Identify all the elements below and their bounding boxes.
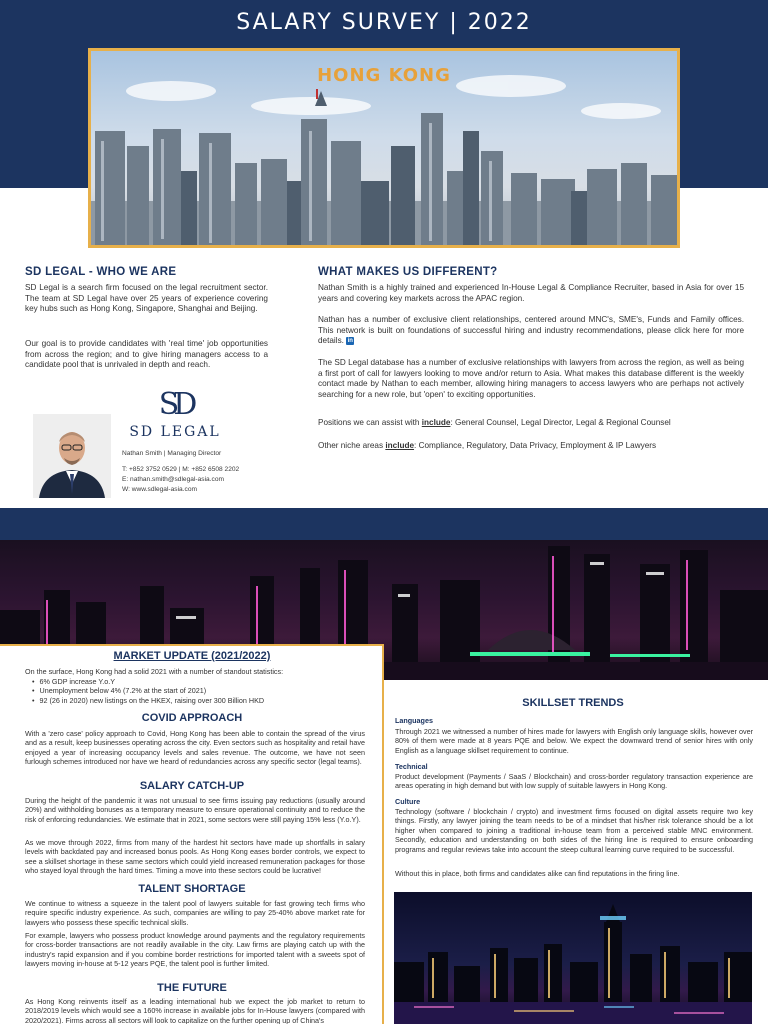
contact-email[interactable]: E: nathan.smith@sdlegal-asia.com xyxy=(122,476,224,483)
positions-include: include xyxy=(421,418,451,427)
market-stats-list xyxy=(40,677,264,705)
linkedin-icon[interactable]: in xyxy=(347,338,353,345)
covid-approach-heading: COVID APPROACH xyxy=(141,712,243,724)
market-update-heading-text: MARKET UPDATE (2021/2022) xyxy=(113,650,271,662)
niche-include: include xyxy=(385,441,415,450)
positions-line xyxy=(318,418,744,429)
survey-title: SALARY SURVEY | 2022 xyxy=(236,10,532,35)
the-future-text: As Hong Kong reinvents itself as a leading international hub we expect the job market to return to 2018/2019 levels which would see a 160% increase in available jobs for In-House lawyers (compared with 2020/2021). Firms across all sectors will look to capitalize on the further opening up of China's xyxy=(25,997,365,1024)
niche-prefix: Other niche areas xyxy=(318,441,386,450)
technical-text: Product development (Payments / SaaS / Blockchain) and cross-border regulatory transaction experience are areas operating in high demand but with low supply of suitable lawyers in Hong Kong. xyxy=(395,772,753,791)
talent-shortage-text-1: We continue to witness a squeeze in the talent pool of lawyers suitable for fast growing tech firms who require specific industry experience. As such, companies are willing to pay 25-40% above market rate for lawyers who possess these specific technical skills. xyxy=(25,899,365,927)
page-divider-band xyxy=(0,508,768,540)
culture-subheading: Culture xyxy=(395,797,421,806)
logo-wordmark: SD LEGAL xyxy=(129,424,221,440)
market-stat-item: • Unemployment below 4% (7.2% at the start of 2021) xyxy=(40,686,264,695)
sd-legal-logo xyxy=(125,387,225,440)
positions-list: : General Counsel, Legal Director, Legal & Regional Counsel xyxy=(450,418,671,427)
talent-shortage-heading: TALENT SHORTAGE xyxy=(138,883,246,895)
languages-text: Through 2021 we witnessed a number of hires made for lawyers with English only language skills, however over 80% of them were made at 8 years PQE and below. We expect the downward trend of senior hires with only English as a language skillset requirement to continue. xyxy=(395,727,753,755)
salary-catch-up-text-2: As we move through 2022, firms from many of the hardest hit sectors have made up shortfalls in salary levels with backdated pay and increased bonus pools. As Hong Kong eases border controls, we expect to see a skillset shortage in these same sectors which could yield increased remuneration packages for those who stayed loyal through the hard times. Timing a move into these sectors could be lucrative! xyxy=(25,838,365,876)
skillset-closing-text: Without this in place, both firms and candidates alike can find reputations in the firing line. xyxy=(395,869,680,878)
market-stat-item: • 6% GDP increase Y.o.Y xyxy=(40,677,264,686)
logo-monogram: SD xyxy=(158,387,192,422)
contact-website[interactable]: W: www.sdlegal-asia.com xyxy=(122,486,197,493)
who-we-are-paragraph-1: SD Legal is a search firm focused on the legal recruitment sector. The team at SD Legal have over 25 years of experience covering key hubs such as Hong Kong, Singapore, Shanghai and Beijing. xyxy=(25,283,268,314)
niche-areas-line xyxy=(318,441,744,452)
different-paragraph-2 xyxy=(318,315,744,347)
the-future-heading: THE FUTURE xyxy=(157,982,227,994)
who-we-are-heading: SD LEGAL - WHO WE ARE xyxy=(25,266,177,278)
what-makes-us-different-heading: WHAT MAKES US DIFFERENT? xyxy=(318,266,498,278)
person-avatar-icon xyxy=(33,414,111,498)
different-paragraph-3: The SD Legal database has a number of exclusive relationships with lawyers from across the region, as well as being a first port of call for lawyers looking to move and/or return to Asia. What makes this database different is the weekly contact made by Nathan to each member, allowing hiring managers to access lawyers who are perhaps not actively searching for a new role, but 'open' to exciting opportunities. xyxy=(318,358,744,399)
harbour-night-image xyxy=(394,892,752,1024)
different-paragraph-1: Nathan Smith is a highly trained and experienced In-House Legal & Compliance Recruiter, based in Asia for over 15 years and covering key markets across the APAC region. xyxy=(318,283,744,303)
contact-name: Nathan Smith | Managing Director xyxy=(122,450,222,457)
languages-subheading: Languages xyxy=(395,716,433,725)
salary-catch-up-text-1: During the height of the pandemic it was not unusual to see firms issuing pay reductions (usually around 20%) and withholding bonuses as a temporary measure to ensure operational continuity and to reduce the risk of enforcing redundancies. We estimate that in 2021, some sectors were still paying 15% less (Y.o.Y). xyxy=(25,796,365,824)
different-paragraph-2-text: Nathan has a number of exclusive client relationships, centered around MNC's, SME's, Funds and Family offices. This network is built on foundations of successful hiring and industry recommendations, please click here for more details. xyxy=(318,315,744,346)
market-stat-item: • 92 (26 in 2020) new listings on the HKEX, raising over 300 Billion HKD xyxy=(40,696,264,705)
hero-image-hong-kong xyxy=(88,48,680,248)
portrait-photo xyxy=(33,414,111,498)
market-update-heading xyxy=(0,650,384,662)
talent-shortage-text-2: For example, lawyers who possess product knowledge around payments and the regulatory requirements for cross-border transactions are not readily available in the city. Law firms are playing catch up with the industry's rapid expansion and if you combine border restrictions for imported talent with a sweets spot of lawyers moving in-house at 5-12 years PQE, the talent pool is further limited. xyxy=(25,931,365,969)
covid-approach-text: With a 'zero case' policy approach to Covid, Hong Kong has been able to contain the spread of the virus and as a result, keep businesses operating across the city. Even sectors such as hospitality and retail have enjoyed a year of increasing occupancy levels and sales revenue. The outcome, we have not seen furlough schemes introduced nor have we heard of redundancies across any specific sector (legal teams). xyxy=(25,729,365,767)
market-intro: On the surface, Hong Kong had a solid 2021 with a number of standout statistics: xyxy=(25,667,284,676)
hero-title: HONG KONG xyxy=(317,65,451,86)
positions-prefix: Positions we can assist with xyxy=(318,418,422,427)
niche-list: : Compliance, Regulatory, Data Privacy, Employment & IP Lawyers xyxy=(414,441,657,450)
harbour-illustration xyxy=(394,892,752,1024)
who-we-are-paragraph-2: Our goal is to provide candidates with 'real time' job opportunities from across the region; and to give hiring managers access to a candidate pool that is unrivaled in depth and reach. xyxy=(25,339,268,370)
contact-phone: T: +852 3752 0529 | M: +852 6508 2202 xyxy=(122,466,240,473)
skillset-trends-heading: SKILLSET TRENDS xyxy=(522,697,624,709)
salary-catch-up-heading: SALARY CATCH-UP xyxy=(139,780,245,792)
culture-text: Technology (software / blockchain / crypto) and investment firms focused on digital assets require two key things. Firstly, any lawyer joining the team needs to be of a mindset that his/her risk tolerance should be a lot higher when compared to joining a traditional in-house team from a perceived stable MNC environment. Secondly, education and understanding on both sides of the hiring line is required to ensure onboarding programs and regular reviews take into account the steep cultural learning curve required to be successful. xyxy=(395,807,753,854)
technical-subheading: Technical xyxy=(395,762,428,771)
